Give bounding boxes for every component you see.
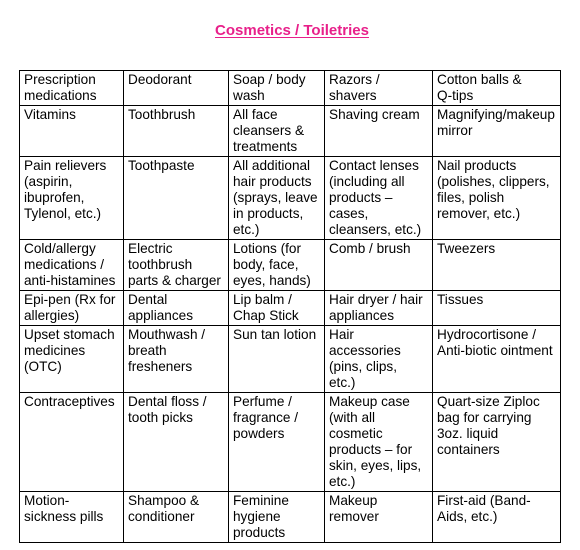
table-cell: Mouthwash / breath fresheners: [124, 326, 229, 393]
table-cell: Makeup case (with all cosmetic products – for skin, eyes, lips, etc.): [325, 393, 433, 492]
table-cell: Nail products (polishes, clippers, files, polish remover, etc.): [433, 157, 561, 240]
table-cell: Perfume / fragrance / powders: [229, 393, 325, 492]
table-cell: All face cleansers & treatments: [229, 106, 325, 157]
table-cell: Sun tan lotion: [229, 326, 325, 393]
table-cell: Shaving cream: [325, 106, 433, 157]
table-cell: Comb / brush: [325, 240, 433, 291]
table-cell: Tissues: [433, 291, 561, 326]
table-row: [20, 71, 561, 106]
table-cell: Cotton balls & Q-tips: [433, 71, 561, 106]
table-cell: Quart-size Ziploc bag for carrying 3oz. liquid containers: [433, 393, 561, 492]
page-title: [0, 21, 580, 41]
table-cell: Shampoo & conditioner: [124, 492, 229, 543]
table-cell: Dental floss / tooth picks: [124, 393, 229, 492]
table-row: [20, 157, 561, 240]
table-cell: Cold/allergy medications / anti-histamines: [20, 240, 124, 291]
table-cell: Prescription medications: [20, 71, 124, 106]
table-cell: Contraceptives: [20, 393, 124, 492]
table-cell: First-aid (Band- Aids, etc.): [433, 492, 561, 543]
table-row: [20, 393, 561, 492]
table-cell: Soap / body wash: [229, 71, 325, 106]
toiletries-table: [19, 70, 561, 543]
table-cell: Upset stomach medicines (OTC): [20, 326, 124, 393]
table-cell: Magnifying/makeup mirror: [433, 106, 561, 157]
table-cell: Deodorant: [124, 71, 229, 106]
table-cell: Lotions (for body, face, eyes, hands): [229, 240, 325, 291]
table-cell: Hydrocortisone / Anti-biotic ointment: [433, 326, 561, 393]
table-row: [20, 240, 561, 291]
table-cell: Vitamins: [20, 106, 124, 157]
table-row: [20, 291, 561, 326]
table-cell: Pain relievers (aspirin, ibuprofen, Tylenol, etc.): [20, 157, 124, 240]
table-row: [20, 492, 561, 543]
table-cell: Electric toothbrush parts & charger: [124, 240, 229, 291]
table-cell: Motion- sickness pills: [20, 492, 124, 543]
table-cell: Contact lenses (including all products – cases, cleansers, etc.): [325, 157, 433, 240]
table-cell: Hair dryer / hair appliances: [325, 291, 433, 326]
table-cell: Dental appliances: [124, 291, 229, 326]
table-cell: Hair accessories (pins, clips, etc.): [325, 326, 433, 393]
table-cell: Toothpaste: [124, 157, 229, 240]
table-row: [20, 326, 561, 393]
table-cell: Feminine hygiene products: [229, 492, 325, 543]
table-cell: Razors / shavers: [325, 71, 433, 106]
table-cell: Epi-pen (Rx for allergies): [20, 291, 124, 326]
table-cell: Tweezers: [433, 240, 561, 291]
table-row: [20, 106, 561, 157]
table-cell: Toothbrush: [124, 106, 229, 157]
table-cell: Makeup remover: [325, 492, 433, 543]
table-cell: Lip balm / Chap Stick: [229, 291, 325, 326]
table-cell: All additional hair products (sprays, leave in products, etc.): [229, 157, 325, 240]
page-title-text: Cosmetics / Toiletries: [215, 22, 369, 39]
